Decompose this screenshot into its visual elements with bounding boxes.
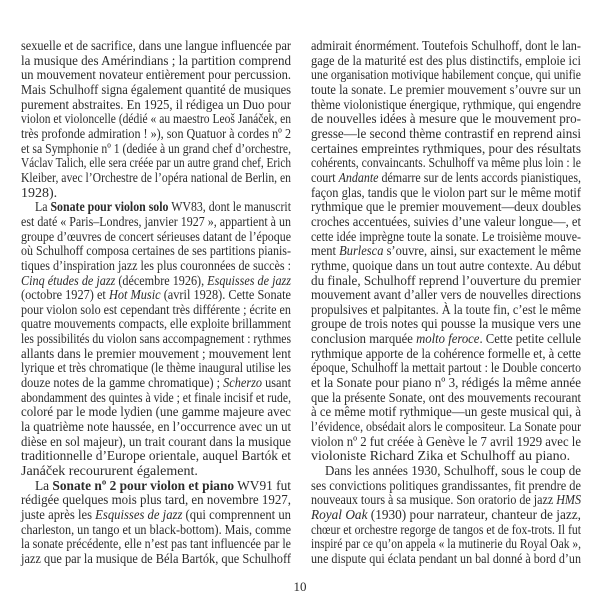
text-line: [311, 538, 581, 553]
text-line-content: [21, 216, 291, 231]
text-run: façon glas, tandis que le violon part sur le même motif: [311, 185, 581, 201]
text-line-content: [311, 143, 581, 158]
text-line: [311, 231, 581, 246]
text-line: [311, 553, 581, 568]
text-line: [311, 304, 581, 319]
text-line: [311, 172, 581, 187]
text-line-content: [21, 362, 291, 377]
italic-title-text: molto feroce: [416, 332, 480, 348]
text-line-content: [21, 377, 291, 392]
text-line-content: [21, 245, 291, 260]
text-run: (avril 1928). Cette Sonate: [160, 288, 291, 304]
text-line-content: [311, 494, 581, 509]
text-run: à ce même motif rythmique—un geste musical qui, à: [311, 405, 581, 421]
text-run: rythmique que le premier mouvement—deux doubles: [311, 200, 581, 216]
text-run: admirait énormément. Toutefois Schulhoff, dont le lan-: [311, 39, 581, 54]
text-line: [311, 377, 581, 392]
text-column-right: [311, 40, 581, 568]
text-line: [21, 362, 291, 377]
text-line: [311, 392, 581, 407]
text-run: charleston, un tango et un black-bottom). Mais, comme: [21, 522, 291, 538]
italic-title-text: Cinq études de jazz: [21, 273, 116, 289]
text-line: [311, 406, 581, 421]
text-line: [21, 143, 291, 158]
text-run: et sa Symphonie nº 1 (dediée à un grand chef d’orchestre,: [21, 141, 291, 157]
text-run: Mais Schulhoff signa également quantité de musiques: [21, 82, 291, 98]
text-run: les possibilités du violon sans accompagnement : rythmes: [21, 332, 291, 348]
text-run: Janáček recoururent également.: [21, 464, 198, 480]
text-line-content: [311, 157, 581, 172]
text-line: [311, 421, 581, 436]
text-line-content: [21, 348, 291, 363]
text-line: [21, 128, 291, 143]
text-line: [21, 84, 291, 99]
text-line: [21, 172, 291, 187]
text-line: [311, 187, 581, 202]
text-run: de nouvelles idées à mesure que le mouvement pro-: [311, 112, 581, 128]
text-run: très profonde admiration ! »), son Quatuor à cordes nº 2: [21, 126, 291, 142]
text-line-content: [311, 216, 581, 231]
text-line-content: [21, 275, 291, 290]
text-line-content: [311, 480, 581, 495]
text-line: [311, 157, 581, 172]
text-run: la musique des Amérindians ; la partition comprend: [21, 53, 291, 69]
text-line-content: [311, 187, 581, 202]
text-run: s’ouvre, ainsi, sur exactement le même: [383, 244, 581, 260]
text-line-content: [311, 40, 581, 55]
text-line: [21, 406, 291, 421]
text-line: [21, 231, 291, 246]
text-line: [311, 524, 581, 539]
text-line: [21, 450, 291, 465]
text-line-content: [21, 40, 291, 55]
italic-title-text: Scherzo: [223, 376, 263, 392]
text-run: inspiré par ce qu’on appela « la mutinerie du Royal Oak »,: [311, 537, 581, 553]
text-run: douze notes de la gamme chromatique) ;: [21, 376, 224, 392]
text-run: l’évidence, obsédait alors le compositeur. La Sonate pour: [311, 420, 581, 436]
text-line: [311, 143, 581, 158]
text-line: [21, 494, 291, 509]
text-run: chœur et orchestre regorge de tangos et de fox-trots. Il fut: [311, 522, 581, 538]
text-line-content: [21, 524, 291, 539]
text-run: coloré par le mode lydien (une gamme majeure avec: [21, 405, 291, 421]
text-run: gage de la maturité est des plus distinctifs, emploie ici: [311, 53, 581, 69]
text-run: un mouvement novateur entièrement pour percussion.: [21, 68, 291, 84]
text-line: [311, 436, 581, 451]
text-run: que la présente Sonate, ont des mouvements recourant: [311, 390, 581, 406]
text-line-content: [311, 84, 581, 99]
text-line: [311, 40, 581, 55]
text-line: [311, 99, 581, 114]
text-run: croches accentuées, suivies d’une valeur longue—, et: [311, 214, 581, 230]
text-line-content: [311, 392, 581, 407]
text-run: propulsives et palpitantes. À la toute fin, c’est le même: [311, 302, 581, 318]
text-line-content: [21, 553, 291, 568]
text-line: [311, 260, 581, 275]
text-line: [21, 553, 291, 568]
text-line: [21, 465, 291, 480]
text-line-content: [21, 143, 291, 158]
text-run: (1930) pour narrateur, chanteur de jazz,: [367, 508, 581, 523]
text-line: [311, 289, 581, 304]
text-run: violoniste Richard Zika et Schulhoff au piano.: [311, 449, 571, 465]
text-line: [21, 377, 291, 392]
text-line-content: [311, 421, 581, 436]
text-run: la quatrième note haussée, en l’occurrence avec un ut: [21, 420, 291, 436]
text-line-content: [311, 318, 581, 333]
italic-title-text: Esquisses de jazz: [207, 273, 291, 289]
text-line-content: [21, 392, 291, 407]
text-line-content: [311, 99, 581, 114]
italic-title-text: Esquisses de jazz: [95, 508, 183, 523]
text-run: cohérents, convaincants. Schulhoff va même plus loin : le: [311, 156, 581, 172]
text-run: groupe de trois notes qui pousse la musique vers une: [311, 317, 581, 333]
text-run: Kleiber, avec l’Orchestre de l’opéra national de Berlin, en: [21, 170, 291, 186]
text-run: juste après les: [21, 508, 96, 523]
text-run: (octobre 1927) et: [21, 288, 109, 304]
text-line-content: [21, 538, 291, 553]
text-line: [311, 333, 581, 348]
text-run: jazz que par la musique de Béla Bartók, que Schulhoff: [21, 551, 291, 567]
text-line: [21, 304, 291, 319]
text-line-content: [21, 318, 291, 333]
text-line-content: [21, 157, 291, 172]
text-line-content: [21, 421, 291, 436]
italic-title-text: Andante: [338, 170, 379, 186]
text-line-content: [311, 538, 581, 553]
text-run: abondamment des quintes à vide ; et finale incisif et rude,: [21, 390, 291, 406]
text-line: [21, 69, 291, 84]
text-line-content: [21, 84, 291, 99]
text-run: où Schulhoff composa certaines de ses partitions pianis-: [21, 244, 291, 260]
text-run: purement abstraites. En 1925, il rédigea un Duo pour: [21, 97, 291, 113]
text-run: rédigée quelques mois plus tard, en novembre 1927,: [21, 493, 291, 509]
text-line: [21, 318, 291, 333]
text-line: [311, 216, 581, 231]
text-line: [311, 509, 581, 524]
text-line-content: [311, 553, 581, 568]
text-line: [21, 245, 291, 260]
text-line-content: [311, 304, 581, 319]
text-line: [311, 362, 581, 377]
italic-title-text: HMS: [556, 493, 581, 509]
bold-title-text: Sonate pour violon solo: [50, 200, 169, 216]
text-run: traditionnelle d’Europe orientale, auquel Bartók et: [21, 449, 291, 465]
text-line: [21, 260, 291, 275]
text-line-content: [21, 494, 291, 509]
text-line-content: [311, 172, 581, 187]
text-run: thème violonistique énergique, rythmique, qui engendre: [311, 97, 581, 113]
text-run: La: [35, 200, 51, 216]
text-line-content: [21, 113, 291, 128]
text-line: [311, 113, 581, 128]
text-line: [311, 84, 581, 99]
text-run: certaines empreintes rythmiques, pour des résultats: [311, 141, 581, 157]
text-run: allants dans le premier mouvement ; mouvement lent: [21, 346, 291, 362]
text-line-content: [21, 187, 57, 202]
text-line: [21, 392, 291, 407]
text-line: [21, 509, 291, 524]
text-line: [21, 216, 291, 231]
text-run: violon et violoncelle (dédié « au maestro Leoš Janáček, en: [21, 112, 291, 128]
text-line-content: [325, 465, 581, 480]
text-line-content: [21, 172, 291, 187]
text-line-content: [21, 99, 291, 114]
text-run: Václav Talich, elle sera créée par un autre grand chef, Erich: [21, 156, 291, 172]
text-run: cette idée imprègne toute la sonate. Le troisième mouve-: [311, 229, 581, 245]
text-line-content: [21, 55, 291, 70]
text-run: (décembre 1926),: [115, 273, 208, 289]
text-run: lyrique et très chromatique (le thème inaugural utilise les: [21, 361, 291, 377]
italic-title-text: Hot Music: [108, 288, 161, 304]
text-run: époque, Schulhoff la mettait partout : le Double concerto: [311, 361, 581, 377]
text-line: [21, 289, 291, 304]
text-line-content: [311, 524, 581, 539]
text-line: [21, 421, 291, 436]
text-line-content: [21, 304, 291, 319]
text-line: [311, 480, 581, 495]
text-run: rythmique apporte de la cohérence formelle et, à cette: [311, 346, 581, 362]
text-line-content: [311, 289, 581, 304]
text-run: (qui comprennent un: [182, 508, 291, 523]
text-line: [21, 524, 291, 539]
text-line-content: [21, 406, 291, 421]
text-run: WV83, dont le manuscrit: [168, 200, 291, 216]
text-line: [21, 538, 291, 553]
text-run: pour violon solo est cependant très différente ; écrite en: [21, 302, 291, 318]
text-line: [21, 187, 291, 202]
text-line-content: [311, 231, 581, 246]
text-line: [21, 480, 291, 495]
text-run: nouveaux tours à sa musique. Son oratorio de jazz: [311, 493, 557, 509]
text-run: est daté « Paris–Londres, janvier 1927 », appartient à un: [21, 214, 291, 230]
text-line-content: [311, 333, 581, 348]
text-line: [311, 245, 581, 260]
text-run: ment: [311, 244, 340, 260]
text-line-content: [311, 450, 570, 465]
text-run: usant: [262, 376, 291, 392]
text-run: mouvement avant d’aller vers de nouvelles directions: [311, 288, 581, 304]
text-column-left: [21, 40, 291, 568]
text-line: [21, 201, 291, 216]
text-line-content: [311, 275, 581, 290]
text-line-content: [21, 69, 291, 84]
text-line-content: [311, 260, 581, 275]
text-line: [21, 55, 291, 70]
text-line: [311, 69, 581, 84]
italic-title-text: Royal Oak: [311, 508, 368, 523]
text-run: 1928).: [21, 185, 58, 201]
text-run: . Cette petite cellule: [479, 332, 581, 348]
text-line: [311, 201, 581, 216]
text-line: [311, 318, 581, 333]
text-line-content: [311, 245, 581, 260]
text-line: [21, 40, 291, 55]
text-run: court: [311, 170, 339, 186]
text-run: toute la sonate. Le premier mouvement s’ouvre sur un: [311, 82, 581, 98]
text-line-content: [311, 362, 581, 377]
text-line-content: [311, 128, 581, 143]
text-run: WV91 fut: [234, 478, 291, 494]
text-line-content: [21, 450, 291, 465]
text-line: [311, 55, 581, 70]
text-line: [21, 333, 291, 348]
text-line-content: [35, 201, 291, 216]
text-run: une dispute qui éclata pendant un bal donné à bord d’un: [311, 551, 581, 567]
text-run: violon nº 2 fut créée à Genève le 7 avril 1929 avec le: [311, 434, 581, 450]
text-line-content: [311, 201, 581, 216]
text-line: [311, 450, 581, 465]
text-run: groupe d’œuvres de concert sérieuses datant de l’époque: [21, 229, 291, 245]
text-run: rythme, quoique dans un tout autre contexte. Au début: [311, 258, 581, 274]
text-line: [311, 494, 581, 509]
text-line: [311, 348, 581, 363]
text-line-content: [21, 260, 291, 275]
text-line-content: [21, 128, 291, 143]
italic-title-text: Burlesca: [339, 244, 384, 260]
text-run: tiques d’inspiration jazz les plus couronnées de succès :: [21, 258, 291, 274]
bold-title-text: Sonate nº 2 pour violon et piano: [52, 478, 235, 494]
text-line-content: [311, 55, 581, 70]
text-line-content: [21, 509, 291, 524]
text-run: du finale, Schulhoff reprend l’ouverture du premier: [311, 273, 581, 289]
text-line-content: [311, 69, 581, 84]
text-run: la sonate précédente, elle n’est pas tant influencée par le: [21, 537, 291, 553]
text-run: dièse en sol majeur), un trait courant dans la musique: [21, 434, 291, 450]
text-line-content: [21, 231, 291, 246]
text-line: [21, 113, 291, 128]
text-line: [21, 348, 291, 363]
text-line: [311, 465, 581, 480]
text-line: [21, 436, 291, 451]
text-line-content: [21, 465, 198, 480]
text-run: gresse—le second thème contrastif en reprend ainsi: [311, 126, 581, 142]
text-line-content: [21, 333, 291, 348]
text-line-content: [35, 480, 291, 495]
page-number: 10: [293, 579, 307, 594]
text-line-content: [311, 348, 581, 363]
text-line: [21, 157, 291, 172]
text-run: démarre sur de lents accords pianistiques,: [378, 170, 581, 186]
text-run: une organisation motivique habilement conçue, qui unifie: [311, 68, 581, 84]
text-line-content: [21, 289, 291, 304]
text-run: Dans les années 1930, Schulhoff, sous le coup de: [325, 464, 581, 480]
text-run: et la Sonate pour piano nº 3, rédigés la même année: [311, 376, 581, 392]
text-line-content: [311, 406, 581, 421]
text-line-content: [21, 436, 291, 451]
text-run: ses convictions politiques grandissantes, fit prendre de: [311, 478, 581, 494]
text-run: sexuelle et de sacrifice, dans une langue influencée par: [21, 39, 291, 54]
text-line: [311, 128, 581, 143]
text-line-content: [311, 436, 581, 451]
text-line-content: [311, 113, 581, 128]
text-run: conclusion marquée: [311, 332, 417, 348]
text-line: [311, 275, 581, 290]
text-line-content: [311, 377, 581, 392]
text-line: [21, 99, 291, 114]
text-line: [21, 275, 291, 290]
text-run: quatre mouvements compacts, elle exploite brillamment: [21, 317, 291, 333]
text-line-content: [311, 509, 581, 524]
text-run: La: [35, 478, 53, 494]
